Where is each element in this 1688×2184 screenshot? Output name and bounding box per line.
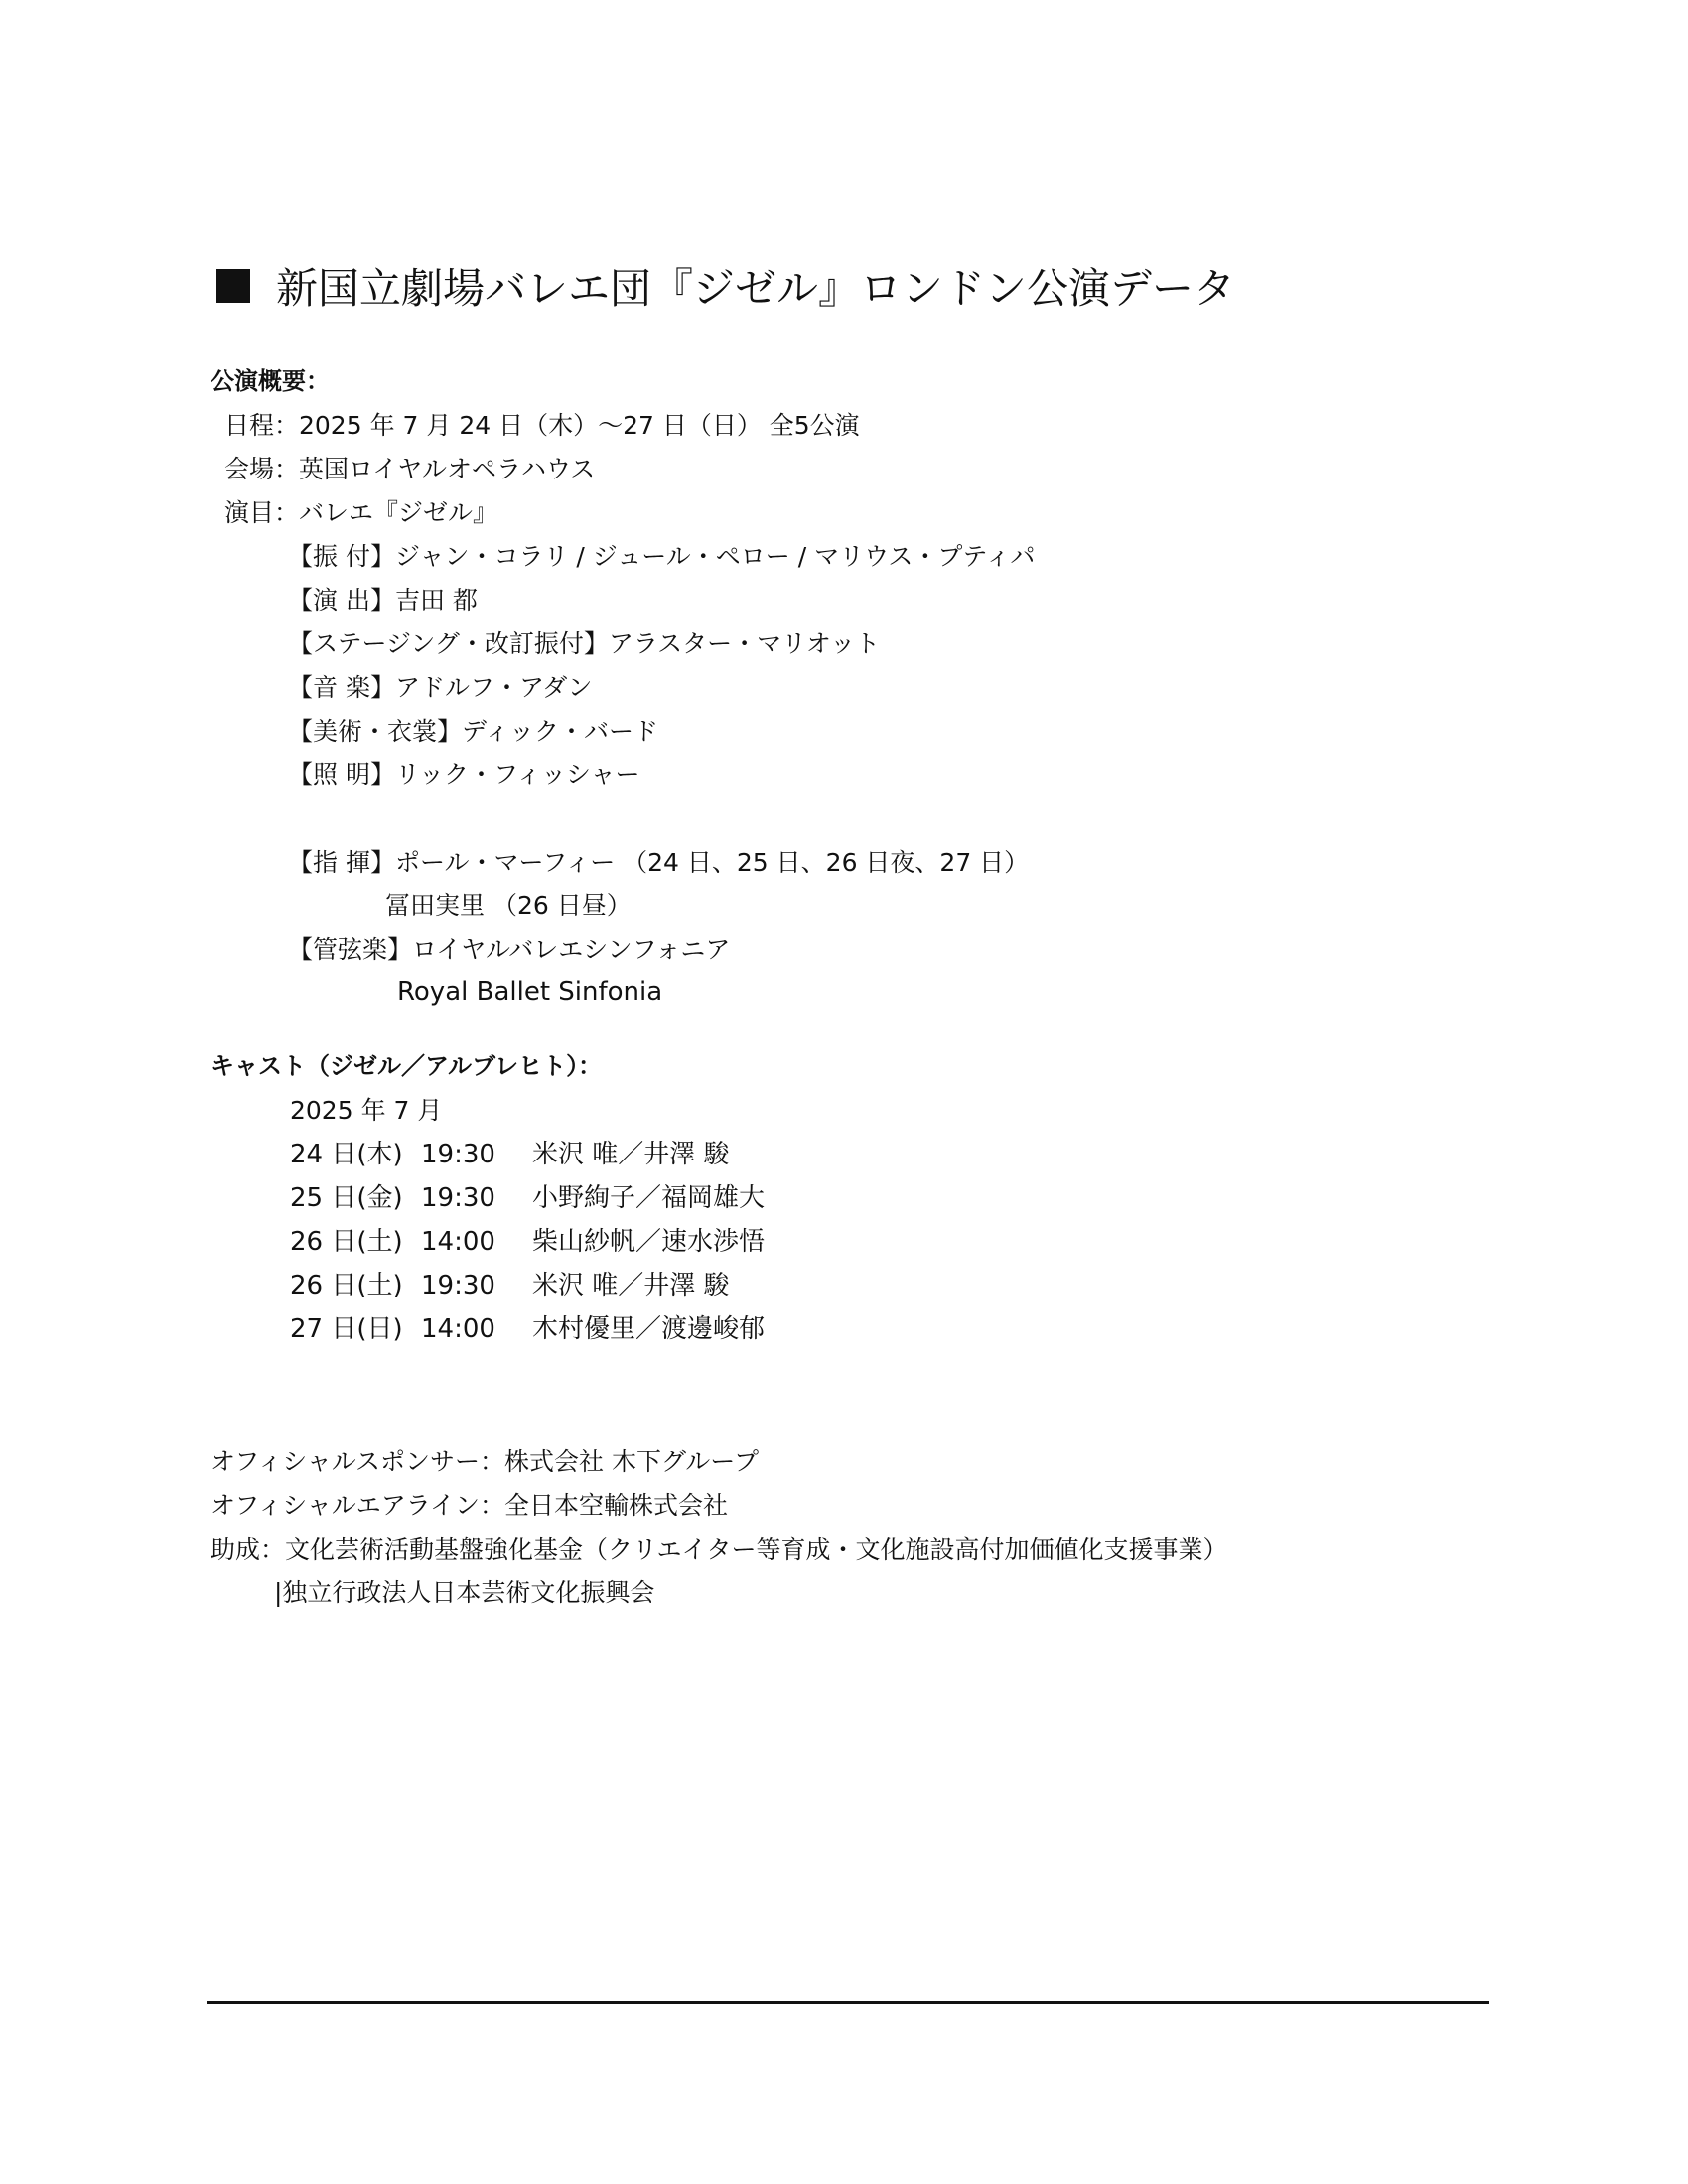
grant-organization-line: |独立行政法人日本芸術文化振興会 bbox=[274, 1578, 655, 1607]
cast-row-date: 24 日(木) bbox=[290, 1140, 403, 1169]
official-sponsor-line: オフィシャルスポンサー：株式会社 木下グループ bbox=[211, 1447, 759, 1476]
orchestra-english-line: Royal Ballet Sinfonia bbox=[397, 977, 663, 1007]
credit-lighting: 【照 明】リック・フィッシャー bbox=[288, 760, 640, 789]
cast-row-names: 木村優里／渡邊峻郁 bbox=[532, 1314, 766, 1344]
black-square-bullet-icon bbox=[216, 269, 250, 303]
cast-heading: キャスト（ジゼル／アルブレヒト）： bbox=[211, 1052, 603, 1080]
cast-row-time: 14:00 bbox=[421, 1227, 495, 1257]
venue-line: 会場：英国ロイヤルオペラハウス bbox=[224, 455, 596, 483]
credit-design: 【美術・衣裳】ディック・バード bbox=[288, 717, 659, 746]
program-line: 演目：バレエ『ジゼル』 bbox=[224, 498, 498, 527]
credit-music: 【音 楽】アドルフ・アダン bbox=[288, 673, 593, 702]
conductor-line: 【指 揮】ポール・マーフィー （24 日、25 日、26 日夜、27 日） bbox=[288, 848, 1030, 877]
cast-row-names: 小野絢子／福岡雄大 bbox=[532, 1183, 766, 1213]
footer-divider bbox=[207, 2001, 1489, 2004]
cast-row-date: 27 日(日) bbox=[290, 1314, 403, 1344]
cast-row-names: 柴山紗帆／速水渉悟 bbox=[532, 1227, 766, 1257]
conductor-line-2: 冨田実里 （26 日昼） bbox=[385, 891, 632, 920]
cast-row-names: 米沢 唯／井澤 駿 bbox=[532, 1271, 730, 1300]
cast-row-time: 19:30 bbox=[421, 1271, 495, 1300]
document-title: 新国立劇場バレエ団『ジゼル』ロンドン公演データ bbox=[276, 264, 1236, 313]
cast-row-time: 19:30 bbox=[421, 1140, 495, 1169]
cast-row-date: 26 日(土) bbox=[290, 1271, 403, 1300]
orchestra-line: 【管弦楽】ロイヤルバレエシンフォニア bbox=[288, 935, 731, 964]
cast-row-names: 米沢 唯／井澤 駿 bbox=[532, 1140, 730, 1169]
grant-line: 助成：文化芸術活動基盤強化基金（クリエイター等育成・文化施設高付加価値化支援事業） bbox=[211, 1535, 1228, 1564]
cast-month: 2025 年 7 月 bbox=[290, 1096, 443, 1125]
cast-row-time: 19:30 bbox=[421, 1183, 495, 1213]
credit-staging: 【ステージング・改訂振付】アラスター・マリオット bbox=[288, 629, 881, 658]
document-title-block bbox=[216, 256, 1235, 316]
credit-direction: 【演 出】吉田 都 bbox=[288, 586, 478, 614]
schedule-line: 日程：2025 年 7 月 24 日（木）～27 日（日） 全5公演 bbox=[224, 411, 860, 440]
credit-choreography: 【振 付】ジャン・コラリ / ジュール・ペロー / マリウス・プティパ bbox=[288, 542, 1036, 571]
cast-row-time: 14:00 bbox=[421, 1314, 495, 1344]
official-airline-line: オフィシャルエアライン：全日本空輸株式会社 bbox=[211, 1491, 729, 1520]
cast-row-date: 26 日(土) bbox=[290, 1227, 403, 1257]
overview-heading: 公演概要： bbox=[211, 367, 330, 395]
cast-row-date: 25 日(金) bbox=[290, 1183, 403, 1213]
